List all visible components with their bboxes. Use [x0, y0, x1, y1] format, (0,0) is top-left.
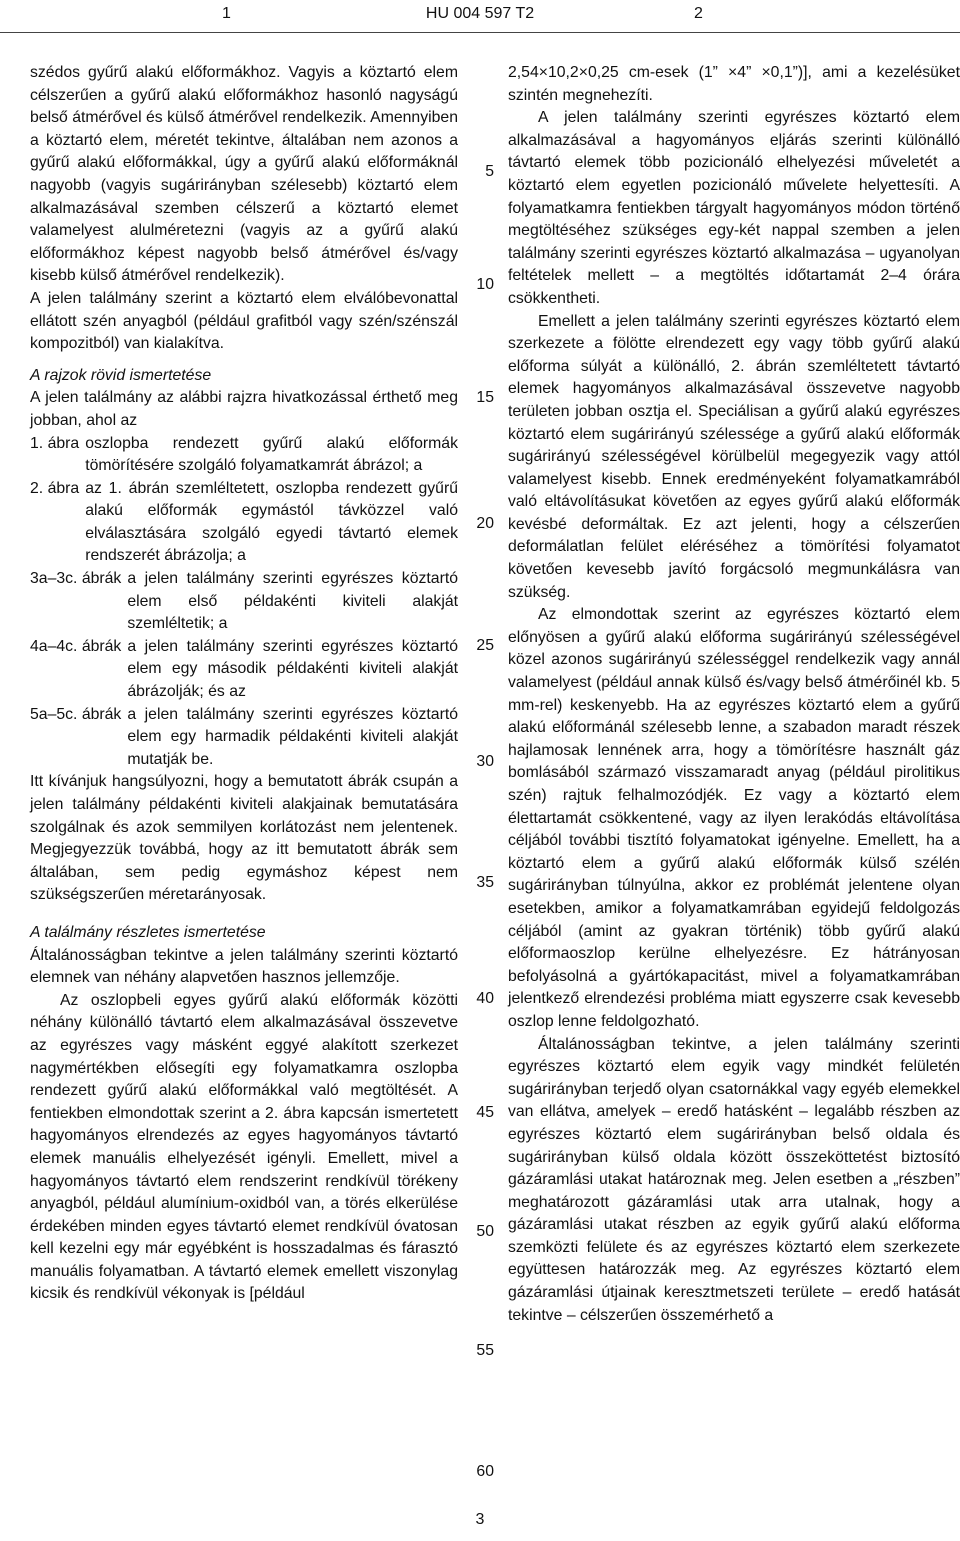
line-number: 35	[476, 874, 494, 891]
figure-text: a jelen találmány szerinti egyrészes köztartó elem egy második példakénti kiviteli alakját ábrázolják; és az	[127, 637, 458, 701]
line-number: 55	[476, 1342, 494, 1359]
figure-text: a jelen találmány szerinti egyrészes köztartó elem egy harmadik példakénti kiviteli alakját mutatják be.	[127, 705, 458, 768]
paragraph: Az oszlopbeli egyes gyűrű alakú előformák közötti néhány különálló távtartó elem alkalmazásával összevetve az egyrészes vagy másként eggyé alakított szerkezet nagymértékben elősegíti egy folyamatkamra oszlopba rendezett gyűrű alakú előformákkal való megtöltését. A fentiekben elmondottak szerint a 2. ábra kapcsán ismertetett hagyományos elrendezés az egyes hagyományos távtartó elemek manuális elhelyezését igényli. Emellett, mivel a hagyományos távtartó elem rendszerint rendkívül törékeny anyagból, például alumínium-oxidból van, a törés elkerülése érdekében minden egyes távtartó elemet rendkívül óvatosan kell kezelni egy már egyébként is hosszadalmas és fárasztó manuális folyamatban. A távtartó elemek emellett viszonylag kicsik és rendkívül vékonyak is [például	[30, 991, 458, 1303]
figure-text: oszlopba rendezett gyűrű alakú előformák tömörítésére szolgáló folyamatkamrát ábrázol; a	[85, 434, 458, 475]
paragraph: 2,54×10,2×0,25 cm-esek (1” ×4” ×0,1”)], ami a kezelésüket szintén megnehezíti.	[508, 64, 960, 104]
figure-label: 4a–4c. ábrák	[30, 637, 122, 655]
figure-description	[30, 704, 458, 772]
paragraph: A jelen találmány szerint a köztartó elem elválóbevonattal ellátott szén anyagból (például grafitból vagy szén/szénszál kompozitból) van kialakítva.	[30, 289, 458, 353]
paragraph: Itt kívánjuk hangsúlyozni, hogy a bemutatott ábrák csupán a jelen találmány példakénti kiviteli alakjainak bemutatására szolgálnak és azok semmilyen korlátozást nem jelentenek. Megjegyezzük továbbá, hogy az itt bemutatott ábrák sem általában, sem pedig egymáshoz képest nem szükségszerűen méretarányosak.	[30, 773, 458, 904]
figure-label: 1. ábra	[30, 434, 80, 452]
right-page-number: 2	[694, 5, 703, 22]
paragraph: Az elmondottak szerint az egyrészes köztartó elem előnyösen a gyűrű alakú előforma sugárirányú szélességével közel azonos sugárirányú szélességgel rendelkezik vagy annál valamelyest (például annak külső és/vagy belső átmérőinél kb. 5 mm-rel) keskenyebb. Ha az egyrészes köztartó elem a gyűrű alakú előformánál szélesebb lenne, a szabadon maradt részek hajlamosak lennének arra, hogy a tömörítésre használt gáz bomlásából származó visszamaradt anyag (például pirolitikus szén) rajtuk felhalmozódjék. Ez vagy a köztartó elem élettartamát csökkentené, vagy az ilyen lerakódás eltávolítása céljából további tisztító folyamatokat igényelne. Emellett, ha a köztartó elem a gyűrű alakú előformák külső szélén sugárirányban túlnyúlna, akkor ez problémát jelentene olyan esetekben, amikor a folyamatkamrában egyidejű feldolgozás céljából (amint az gyakran történik) több gyűrű alakú előformaoszlop kerülne elhelyezésre. Ez hátrányosan befolyásolná a gyártókapacitást, mivel a folyamatkamrában jelentkező elrendezési probléma miatt egyszerre csak kevesebb oszlop lenne feldolgozható.	[508, 606, 960, 1030]
section-heading: A találmány részletes ismertetése	[30, 923, 266, 941]
left-page-number: 1	[222, 5, 231, 22]
line-number: 60	[476, 1463, 494, 1480]
line-number: 15	[476, 389, 494, 406]
figure-text: az 1. ábrán szemléltetett, oszlopba rendezett gyűrű alakú előformák egymástól távközzel való elválasztására szolgáló egyedi távtartó elemek rendszerét ábrázolja; a	[85, 479, 458, 565]
figure-description	[30, 433, 458, 478]
figure-description	[30, 568, 458, 636]
paragraph: Általánosságban tekintve a jelen találmány szerinti köztartó elemnek van néhány alapvetően hasznos jellemzője.	[30, 946, 458, 987]
paragraph: Általánosságban tekintve, a jelen találmány szerinti egyrészes köztartó elem egyik vagy mindkét felületén sugárirányban terjedő olyan csatornákkal vagy egyéb elemekkel van ellátva, amelyek – eredő hatásként – legalább részben az egyrészes köztartó elem sugárirányban belső oldala és sugárirányban külső oldala között összeköttetést biztosító gázáramlási utakat határoznak meg. Jelen esetben a „részben” meghatározott gázáramlási utak arra utalnak, hogy a gázáramlási utakat részben az egyik gyűrű alakú előforma szemközti felülete és az egyrészes köztartó elem szerkezete együttesen határozzák meg. Az egyrészes köztartó elem gázáramlási útjainak keresztmetszeti területe – eredő hatását tekintve – célszerűen összemérhető a	[508, 1035, 960, 1324]
header-rule	[0, 32, 960, 33]
line-number: 10	[476, 276, 494, 293]
line-number: 50	[476, 1223, 494, 1240]
line-number: 25	[476, 637, 494, 654]
figure-description	[30, 636, 458, 704]
right-column	[508, 62, 960, 1327]
figure-label: 3a–3c. ábrák	[30, 570, 122, 588]
line-number: 45	[476, 1104, 494, 1121]
left-column	[30, 62, 458, 1306]
figure-description	[30, 478, 458, 568]
paragraph: Emellett a jelen találmány szerinti egyrészes köztartó elem szerkezete a fölötte elrendezett egy vagy több gyűrű alakú előforma súlyát a különálló, 2. ábrán szemléltetett távtartó elemek hagyományos alkalmazásával összevetve nagyobb területen jobban osztja el. Speciálisan a gyűrű alakú egyrészes köztartó elem sugárirányú szélessége a gyűrű alakú előformák sugárirányú szélességével körülbelül megegyezik vagy attól valamelyest kisebb. Ennek eredményeként folyamatkamrából való eltávolításukat követően az egyes gyűrű alakú előformák kevésbé deformáltak. Ez azt jelenti, hogy a célszerűen deformálatlan felület eléréséhez a tömörítési folyamatot követően kevesebb javító forgácsoló megmunkálásra van szükség.	[508, 312, 960, 601]
paragraph: A jelen találmány szerinti egyrészes köztartó elem alkalmazásával a hagyományos eljárás szerinti különálló távtartó elemek több pozicionáló elhelyezési műveletét a köztartó elem egyetlen pozicionáló művelete helyettesíti. A folyamatkamra fentiekben tárgyalt hagyományos módon történő megtöltéséhez szükséges egy-két nappal szemben a jelen találmány szerinti egyrészes köztartó alkalmazása – ugyanolyan feltételek mellett – a megtöltés időtartamát 2–4 órára csökkentheti.	[508, 109, 960, 307]
paragraph: A jelen találmány az alábbi rajzra hivatkozással érthető meg jobban, ahol az	[30, 389, 458, 429]
section-heading: A rajzok rövid ismertetése	[30, 366, 212, 384]
patent-id: HU 004 597 T2	[425, 5, 535, 22]
line-number: 5	[485, 163, 494, 180]
line-number: 40	[476, 990, 494, 1007]
figure-label: 2. ábra	[30, 479, 80, 497]
paragraph: szédos gyűrű alakú előformákhoz. Vagyis a köztartó elem célszerűen a gyűrű alakú előformákhoz hasonló nagyságú belső átmérővel és külső átmérővel rendelkezik. Amennyiben a köztartó elem, méretét tekintve, általában nem azonos a gyűrű alakú előformákkal, úgy a gyűrű alakú előformáknál nagyobb (vagyis sugárirányban szélesebb) köztartó elem alkalmazásával szemben célszerű a köztartó elemet valamelyest alulméretezni (vagyis az a gyűrű alakú előformákhoz képest nagyobb belső átmérővel és/vagy kisebb külső átmérővel rendelkezik).	[30, 64, 458, 285]
figure-text: a jelen találmány szerinti egyrészes köztartó elem első példakénti kiviteli alakját szemléltetik; a	[127, 570, 458, 633]
line-number: 20	[476, 515, 494, 532]
line-number: 30	[476, 753, 494, 770]
figure-label: 5a–5c. ábrák	[30, 705, 122, 723]
page-number: 3	[475, 1511, 485, 1528]
